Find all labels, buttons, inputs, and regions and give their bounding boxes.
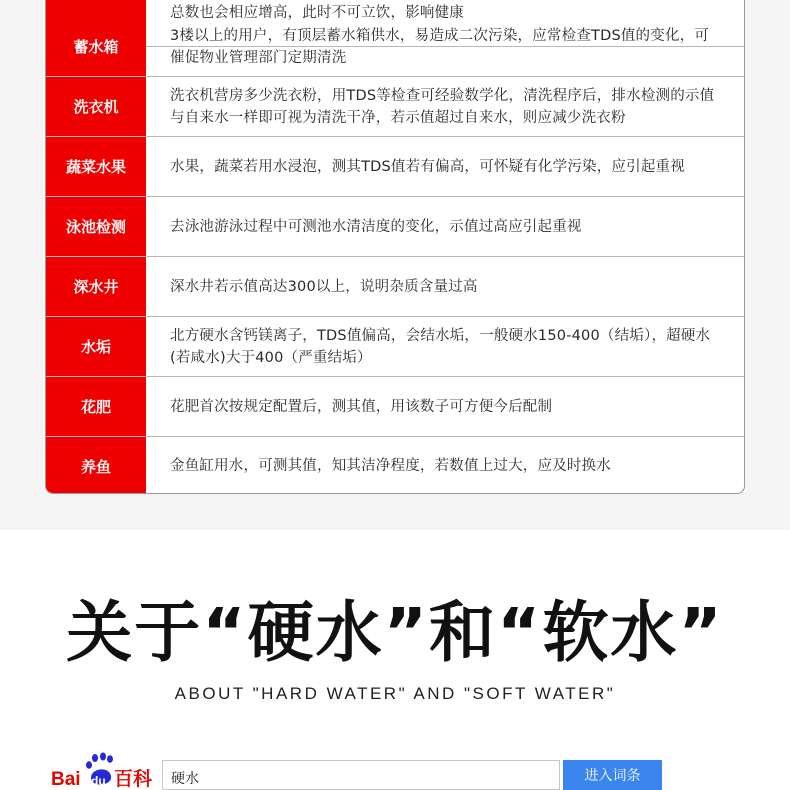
row-description: 水果，蔬菜若用水浸泡，测其TDS值若有偏高，可怀疑有化学污染，应引起重视	[170, 158, 685, 175]
row-description: 金鱼缸用水，可测其值，知其洁净程度，若数值上过大，应及时换水	[170, 458, 611, 474]
search-input[interactable]: 硬水	[162, 760, 560, 790]
row-description: 北方硬水含钙镁离子，TDS值偏高，会结水垢，一般硬水150-400（结垢），超硬水(若咸水)大于400（严重结垢）	[170, 327, 711, 366]
row-label: 蔬菜水果	[46, 137, 146, 196]
usage-table	[45, 0, 745, 494]
row-description: 洗衣机营房多少洗衣粉，用TDS等检查可经验数学化，清洗程序后，排水检测的示值与自来水一样即可视为清洗干净，若示值超过自来水，则应减少洗衣粉	[170, 87, 715, 126]
row-label: 泳池检测	[46, 197, 146, 256]
svg-text:百科: 百科	[114, 768, 153, 790]
table-row	[46, 77, 744, 137]
svg-text:du: du	[91, 774, 106, 788]
row-description: 深水井若示值高达300以上，说明杂质含量过高	[170, 278, 478, 295]
row-description: 去泳池游泳过程中可测池水清洁度的变化，示值过高应引起重视	[170, 218, 582, 235]
row-label: 水垢	[46, 317, 146, 376]
section-title: 关于“硬水”和“软水”	[66, 594, 724, 671]
row-description: 花肥首次按规定配置后，测其值，用该数子可方便今后配制	[170, 398, 553, 415]
row-label: 深水井	[46, 257, 146, 316]
table-row	[46, 257, 744, 317]
row-label: 洗衣机	[46, 77, 146, 136]
svg-text:Bai: Bai	[51, 769, 81, 790]
row-label: 蓄水箱	[46, 17, 146, 76]
table-row	[46, 197, 744, 257]
baidu-baike-logo[interactable]	[51, 752, 155, 790]
table-row	[46, 377, 744, 437]
row-label: 花肥	[46, 377, 146, 436]
table-row	[46, 437, 744, 494]
section-subtitle: ABOUT "HARD WATER" AND "SOFT WATER"	[174, 684, 616, 703]
enter-entry-button[interactable]: 进入词条	[563, 760, 662, 790]
table-row	[46, 317, 744, 377]
row-description: 总数也会相应增高，此时不可立饮，影响健康	[170, 4, 464, 21]
row-description: 3楼以上的用户，有顶层蓄水箱供水，易造成二次污染，应常检查TDS值的变化，可催促物业管理部门定期清洗	[170, 27, 710, 66]
table-row	[46, 17, 744, 77]
table-row	[46, 137, 744, 197]
row-label: 养鱼	[46, 437, 146, 494]
